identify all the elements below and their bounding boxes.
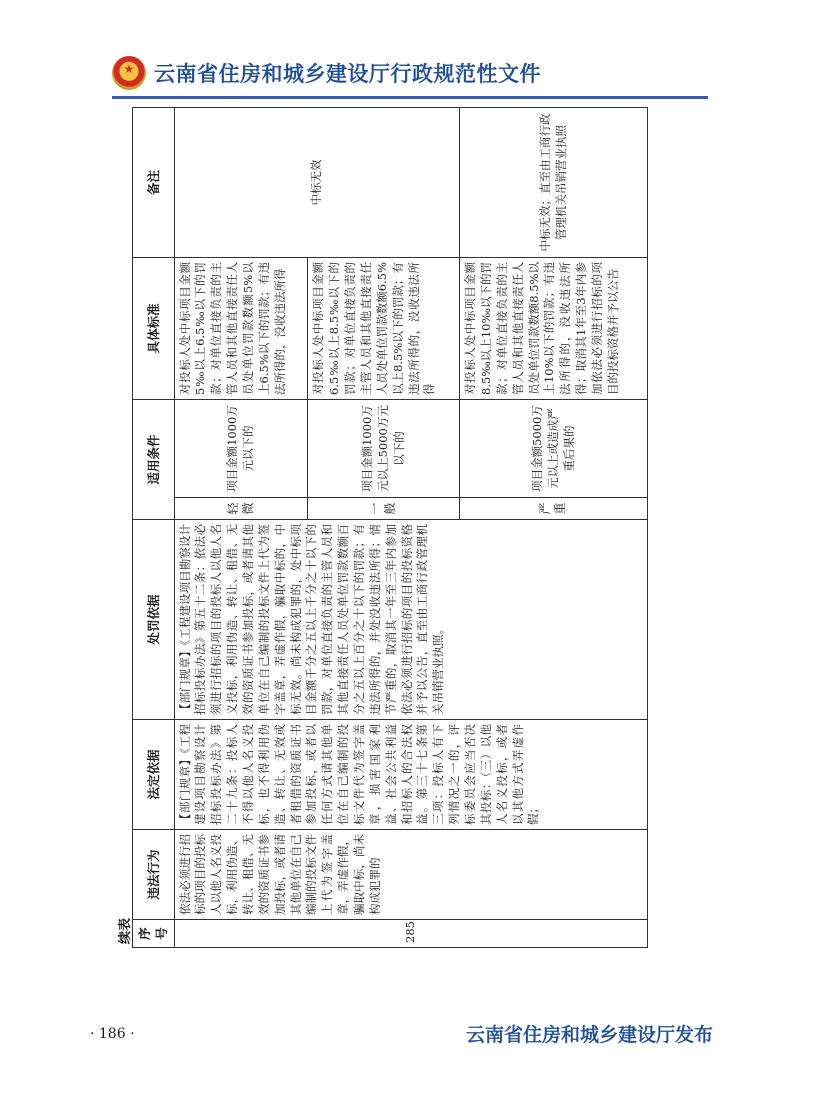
tier-standard-general: 对投标人处中标项目金额6.5‰以上8.5‰以下的罚款；对单位直接负责的主管人员和其他直接责任人员处单位罚款数额6.5%以上8.5%以下的罚款；有违法所得的，没收违法所得 (308, 257, 460, 399)
tier-condition-minor: 项目金额1000万元以下的 (174, 399, 308, 497)
tier-standard-severe: 对投标人处中标项目金额8.5‰以上10‰以下的罚款；对单位直接负责的主管人员和其他直接责任人员处单位罚款数额8.5%以上10%以下的罚款；有违法所得的，没收违法所得；取消其1年至3年内参加依法必须进行招标的项目的投标资格并予以公告 (460, 257, 648, 399)
tier-condition-severe: 项目金额5000万元以上或造成严重后果的 (460, 399, 648, 497)
national-emblem-icon: ★ (112, 56, 146, 90)
penalty-basis-cell: 【部门规章】《工程建设项目勘察设计招标投标办法》第五十二条：依法必须进行招标的项目的投标人以他人名义投标，利用伪造、转让、租借、无效的资质证书参加投标，或者请其他单位在自己编制的投标文件上代为签字盖章，弄虚作假，骗取中标的，中标无效。尚未构成犯罪的，处中标项目金额千分之五以上千分之十以下的罚款，对单位直接负责的主管人员和其他直接责任人员处单位罚款数额百分之五以上百分之十以下的罚款；有违法所得的，并处没收违法所得；情节严重的，取消其一年至三年内参加依法必须进行招标的项目的投标资格并予以公告，直至由工商行政管理机关吊销营业执照。 (174, 520, 648, 720)
header-divider (112, 96, 708, 99)
remark-severe: 中标无效；直至由工商行政管理机关吊销营业执照 (460, 107, 648, 257)
col-header-remark: 备注 (133, 107, 175, 257)
legal-basis-cell: 【部门规章】《工程建设项目勘察设计招标投标办法》第二十九条：投标人不得以他人名义投标，也不得利用伪造、转让、无效或者租借的资质证书参加投标，或者以任何方式请其他单位在自己编制的投标文件代为签字盖章，损害国家利益、社会公共利益和招标人的合法权益。第三十七条第三项：投标人有下列情况之一的，评标委员会应当否决其投标：（三）以他人名义投标，或者以其他方式弄虚作假； (174, 720, 648, 830)
col-header-condition: 适用条件 (133, 399, 175, 519)
col-header-legal-basis: 法定依据 (133, 720, 175, 830)
remark-minor-general: 中标无效 (174, 107, 460, 257)
tier-standard-minor: 对投标人处中标项目金额5‰以上6.5‰以下的罚款；对单位直接负责的主管人员和其他直接责任人员处单位罚款数额5%以上6.5%以下的罚款；有违法所得的，没收违法所得 (174, 257, 308, 399)
page-number: · 186 · (90, 1026, 135, 1042)
col-header-penalty-basis: 处罚依据 (133, 520, 175, 720)
page-header (112, 50, 732, 96)
continued-label: 续表 (118, 917, 133, 944)
rotated-table-page (112, 108, 650, 948)
col-header-standard: 具体标准 (133, 257, 175, 399)
tier-level-severe: 严重 (460, 498, 648, 520)
violation-cell: 依法必须进行招标的项目的投标人以他人名义投标，利用伪造、转让、租借、无效的资质证书参加投标，或者请其他单位在自己编制的投标文件上代为签字盖章，弄虚作假，骗取中标，尚未构成犯罪的 (174, 830, 648, 920)
table-row (174, 107, 308, 947)
row-number: 285 (174, 920, 648, 948)
table-header-row (133, 107, 175, 947)
col-header-index: 序号 (133, 920, 175, 948)
tier-level-general: 一般 (308, 498, 460, 520)
penalty-standard-table (132, 107, 648, 948)
tier-condition-general: 项目金额1000万元以上5000万元以下的 (308, 399, 460, 497)
tier-level-minor: 轻微 (174, 498, 308, 520)
col-header-violation: 违法行为 (133, 830, 175, 920)
header-title: 云南省住房和城乡建设厅行政规范性文件 (154, 62, 541, 86)
footer-publisher: 云南省住房和城乡建设厅发布 (466, 1024, 714, 1046)
